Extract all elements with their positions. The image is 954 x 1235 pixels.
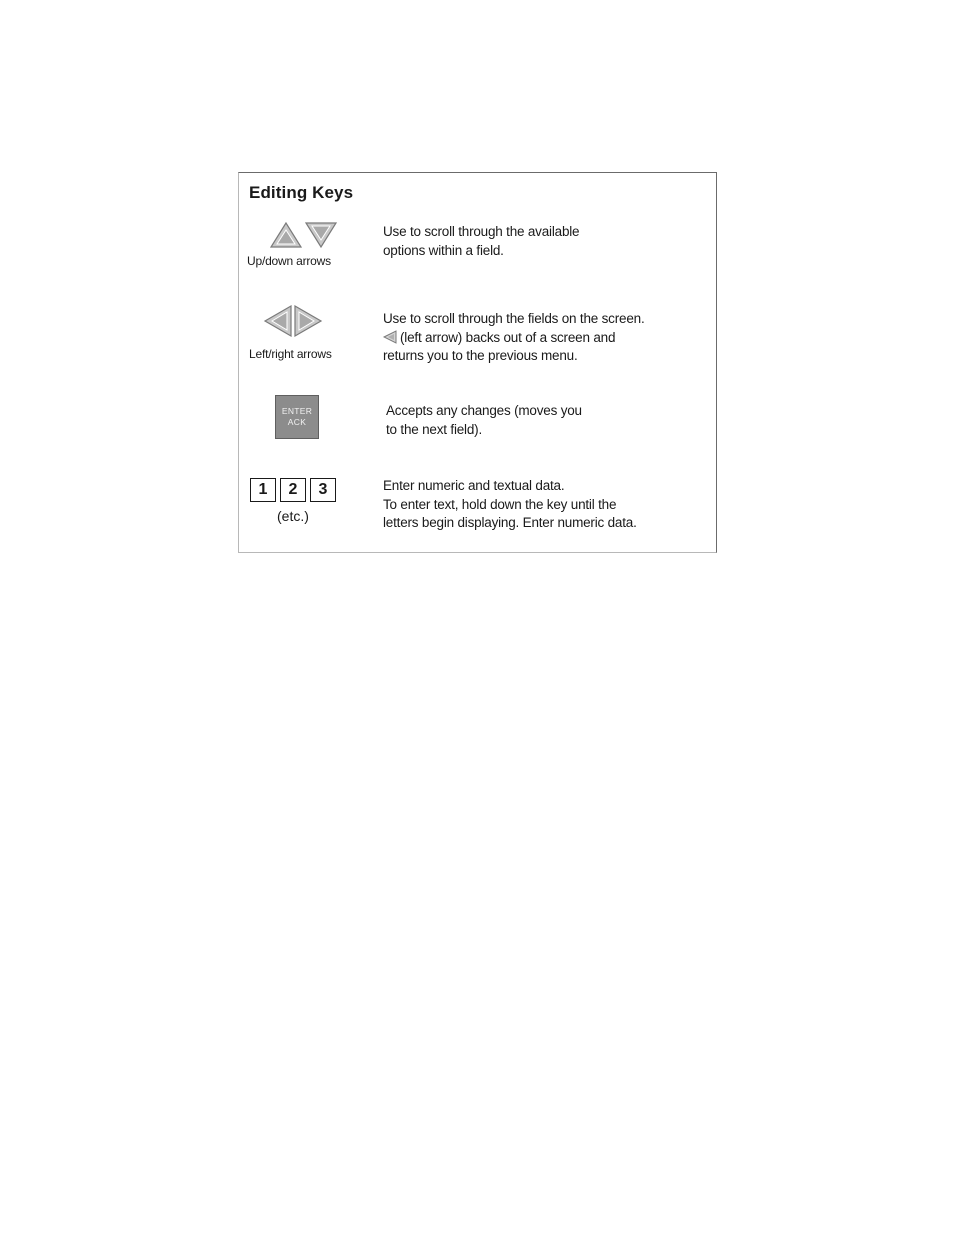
description-line-text: (left arrow) backs out of a screen and (400, 329, 616, 345)
enter-description (386, 402, 582, 439)
numeric-keys-etc: (etc.) (277, 508, 309, 524)
description-line: to the next field). (386, 421, 483, 437)
description-line: letters begin displaying. Enter numeric data. (383, 515, 637, 530)
numeric-key-3: 3 (310, 478, 336, 502)
enter-ack-key (275, 395, 319, 439)
numeric-key-1: 1 (250, 478, 276, 502)
description-line: Use to scroll through the available (383, 224, 580, 239)
ack-key-label: ACK (287, 417, 307, 427)
description-line-with-icon (383, 329, 645, 348)
left-right-arrows-caption: Left/right arrows (249, 347, 332, 361)
up-down-arrows-icon (269, 221, 339, 249)
numeric-description (383, 477, 637, 533)
description-line: Enter numeric and textual data. (383, 478, 565, 493)
left-arrow-icon (383, 330, 397, 344)
panel-title: Editing Keys (249, 183, 354, 202)
description-line: returns you to the previous menu. (383, 348, 578, 363)
numeric-keys (250, 478, 336, 502)
editing-keys-panel (238, 172, 717, 553)
description-line: To enter text, hold down the key until the (383, 496, 617, 512)
description-line: Accepts any changes (moves you (386, 403, 582, 418)
up-down-description (383, 223, 579, 260)
up-down-arrows-caption: Up/down arrows (247, 254, 331, 268)
enter-key-label: ENTER (281, 406, 313, 416)
left-right-arrows-icon (263, 304, 325, 338)
description-line: options within a field. (383, 242, 504, 258)
description-line: Use to scroll through the fields on the screen. (383, 311, 645, 326)
numeric-key-2: 2 (280, 478, 306, 502)
left-right-description (383, 310, 645, 366)
